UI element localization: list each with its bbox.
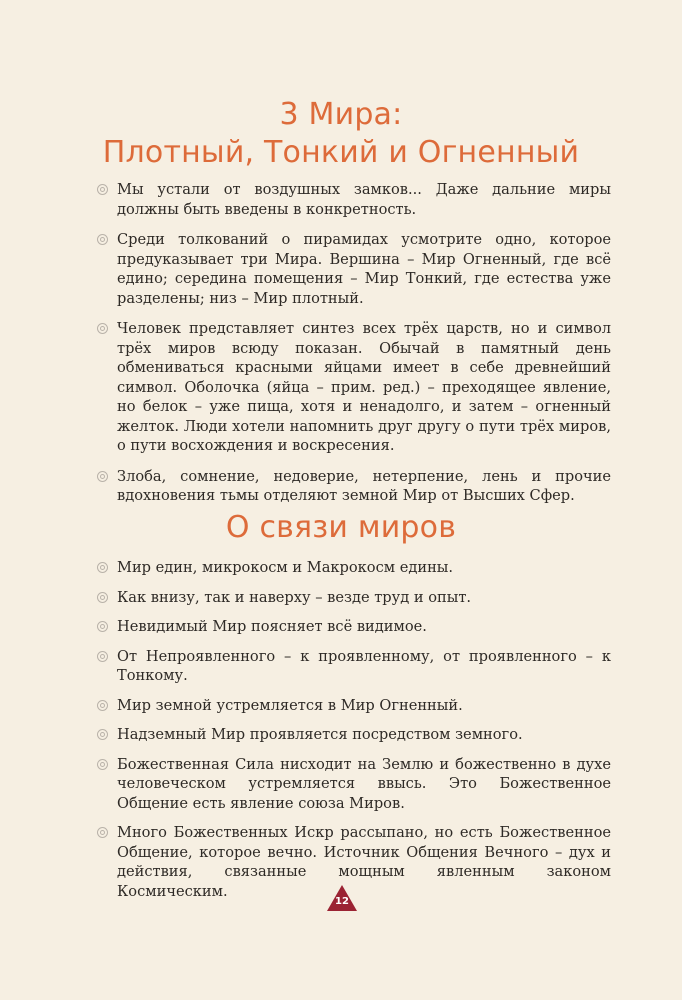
list-item <box>97 755 611 814</box>
bullet-icon <box>97 234 108 245</box>
bullet-icon <box>97 592 108 603</box>
list-item-text: Злоба, сомнение, недоверие, нетерпение, лень и прочие вдохновения тьмы отделяют земной Мир от Высших Сфер. <box>117 467 611 504</box>
list-item-text: Надземный Мир проявляется посредством земного. <box>117 726 523 743</box>
list-item <box>97 647 611 686</box>
list-item-text: Невидимый Мир поясняет всё видимое. <box>117 618 427 635</box>
list-item <box>97 467 611 506</box>
list-item <box>97 588 611 608</box>
list-item <box>97 696 611 716</box>
section-title-worlds-connection: О связи миров <box>225 510 457 545</box>
bullet-icon <box>97 651 108 662</box>
bullet-icon <box>97 184 108 195</box>
bullet-icon <box>97 471 108 482</box>
bullet-icon <box>97 827 108 838</box>
bullet-icon <box>97 759 108 770</box>
list-item-text: Мир един, микрокосм и Макрокосм едины. <box>117 559 454 576</box>
page-number-marker <box>326 884 358 912</box>
list-item <box>97 558 611 578</box>
list-item-text: Божественная Сила нисходит на Землю и божественно в духе человеческом устремляется ввысь. Это Божественное Общение есть явление союза Миров. <box>117 755 611 812</box>
list-item-text: От Непроявленного – к проявленному, от проявленного – к Тонкому. <box>117 647 611 684</box>
list-item-text: Среди толкований о пирамидах усмотрите одно, которое предуказывает три Мира. Вершина – Мир Огненный, где всё едино; середина помещения – Мир Тонкий, где естества уже разделены; низ – Мир плотный. <box>117 231 611 307</box>
section-title-three-worlds <box>0 96 682 172</box>
list-item-text: Человек представляет синтез всех трёх царств, но и символ трёх миров всюду показан. Обычай в памятный день обмениваться красными яйцами имеет в себе древнейший символ. Оболочка (яйца – прим. ред.) – преходящее явление, но белок – уже пища, хотя и ненадолго, и затем – огненный желток. Люди хотели напомнить друг другу о пути трёх миров, о пути восхождения и воскресения. <box>117 320 611 454</box>
bullet-icon <box>97 729 108 740</box>
bullet-icon <box>97 323 108 334</box>
list-item <box>97 617 611 637</box>
section-title-line-2: Плотный, Тонкий и Огненный <box>102 135 580 170</box>
list-item-text: Мир земной устремляется в Мир Огненный. <box>117 696 463 714</box>
list-item <box>97 725 611 745</box>
worlds-connection-list <box>97 558 611 911</box>
page-number: 12 <box>335 896 349 907</box>
bullet-icon <box>97 700 108 711</box>
list-item <box>97 230 611 308</box>
list-item-text: Много Божественных Искр рассыпано, но есть Божественное Общение, которое вечно. Источник Общения Вечного – дух и действия, связанные мощным явленным законом Космическим. <box>117 824 611 900</box>
list-item-text: Как внизу, так и наверху – везде труд и опыт. <box>117 588 472 606</box>
list-item <box>97 180 611 219</box>
bullet-icon <box>97 562 108 573</box>
section-title-line-1: 3 Мира: <box>279 97 403 132</box>
list-item-text: Мы устали от воздушных замков... Даже дальние миры должны быть введены в конкретность. <box>117 181 611 218</box>
bullet-icon <box>97 621 108 632</box>
list-item <box>97 319 611 456</box>
three-worlds-list <box>97 180 611 517</box>
